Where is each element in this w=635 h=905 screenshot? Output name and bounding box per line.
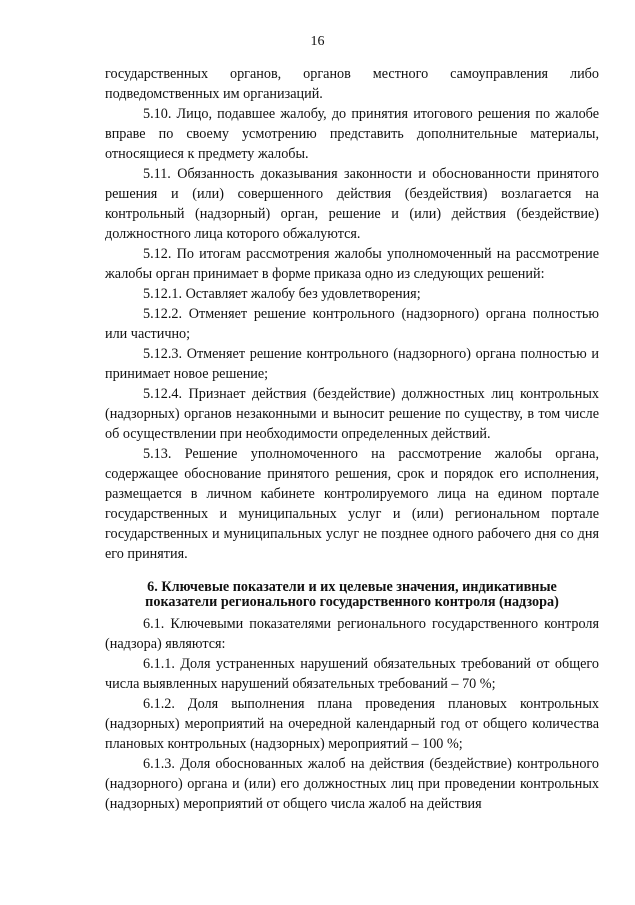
paragraph: 5.12.4. Признает действия (бездействие) должностных лиц контрольных (надзорных) органов незаконными и выносит решение по существу, в том числе об осуществлении при необходимости определенных действий. (105, 386, 599, 442)
section-5-continuation (105, 64, 599, 564)
paragraph: 6.1.2. Доля выполнения плана проведения плановых контрольных (надзорных) мероприятий на очередной календарный год от общего количества плановых контрольных (надзорных) мероприятий – 100 %; (105, 696, 599, 752)
page-number: 16 (310, 34, 325, 49)
paragraph: 5.12. По итогам рассмотрения жалобы уполномоченный на рассмотрение жалобы орган принимает в форме приказа одно из следующих решений: (105, 246, 599, 282)
paragraph: 5.12.3. Отменяет решение контрольного (надзорного) органа полностью и принимает новое решение; (105, 346, 599, 382)
paragraph: 5.11. Обязанность доказывания законности и обоснованности принятого решения и (или) совершенного действия (бездействия) возлагается на контрольный (надзорный) орган, решение и (или) действия (бездействие) должностного лица которого обжалуются. (105, 166, 599, 242)
section-6-heading-line-2: показатели регионального государственного контроля (надзора) (145, 594, 559, 610)
paragraph: 6.1.1. Доля устраненных нарушений обязательных требований от общего числа выявленных нарушений обязательных требований – 70 %; (105, 656, 599, 692)
paragraph: 5.13. Решение уполномоченного на рассмотрение жалобы органа, содержащее обоснование принятого решения, срок и порядок его исполнения, размещается в личном кабинете контролируемого лица на едином портале государственных и муниципальных услуг и (или) региональном портале государственных и муниципальных услуг не позднее одного рабочего дня со дня его принятия. (105, 446, 599, 562)
section-6-heading (105, 580, 599, 610)
section-6-body (105, 614, 599, 814)
paragraph: 5.12.1. Оставляет жалобу без удовлетворения; (143, 286, 421, 302)
paragraph: государственных органов, органов местного самоуправления либо подведомственных им организаций. (105, 66, 599, 102)
paragraph: 6.1. Ключевыми показателями регионального государственного контроля (надзора) являются: (105, 616, 599, 652)
document-body (105, 64, 599, 814)
paragraph: 6.1.3. Доля обоснованных жалоб на действия (бездействие) контрольного (надзорного) органа и (или) его должностных лиц при проведении контрольных (надзорных) мероприятий от общего числа жалоб на действия (105, 756, 599, 812)
section-6-heading-line-1: 6. Ключевые показатели и их целевые значения, индикативные (147, 579, 557, 595)
paragraph: 5.10. Лицо, подавшее жалобу, до принятия итогового решения по жалобе вправе по своему усмотрению представить дополнительные материалы, относящиеся к предмету жалобы. (105, 106, 599, 162)
paragraph: 5.12.2. Отменяет решение контрольного (надзорного) органа полностью или частично; (105, 306, 599, 342)
